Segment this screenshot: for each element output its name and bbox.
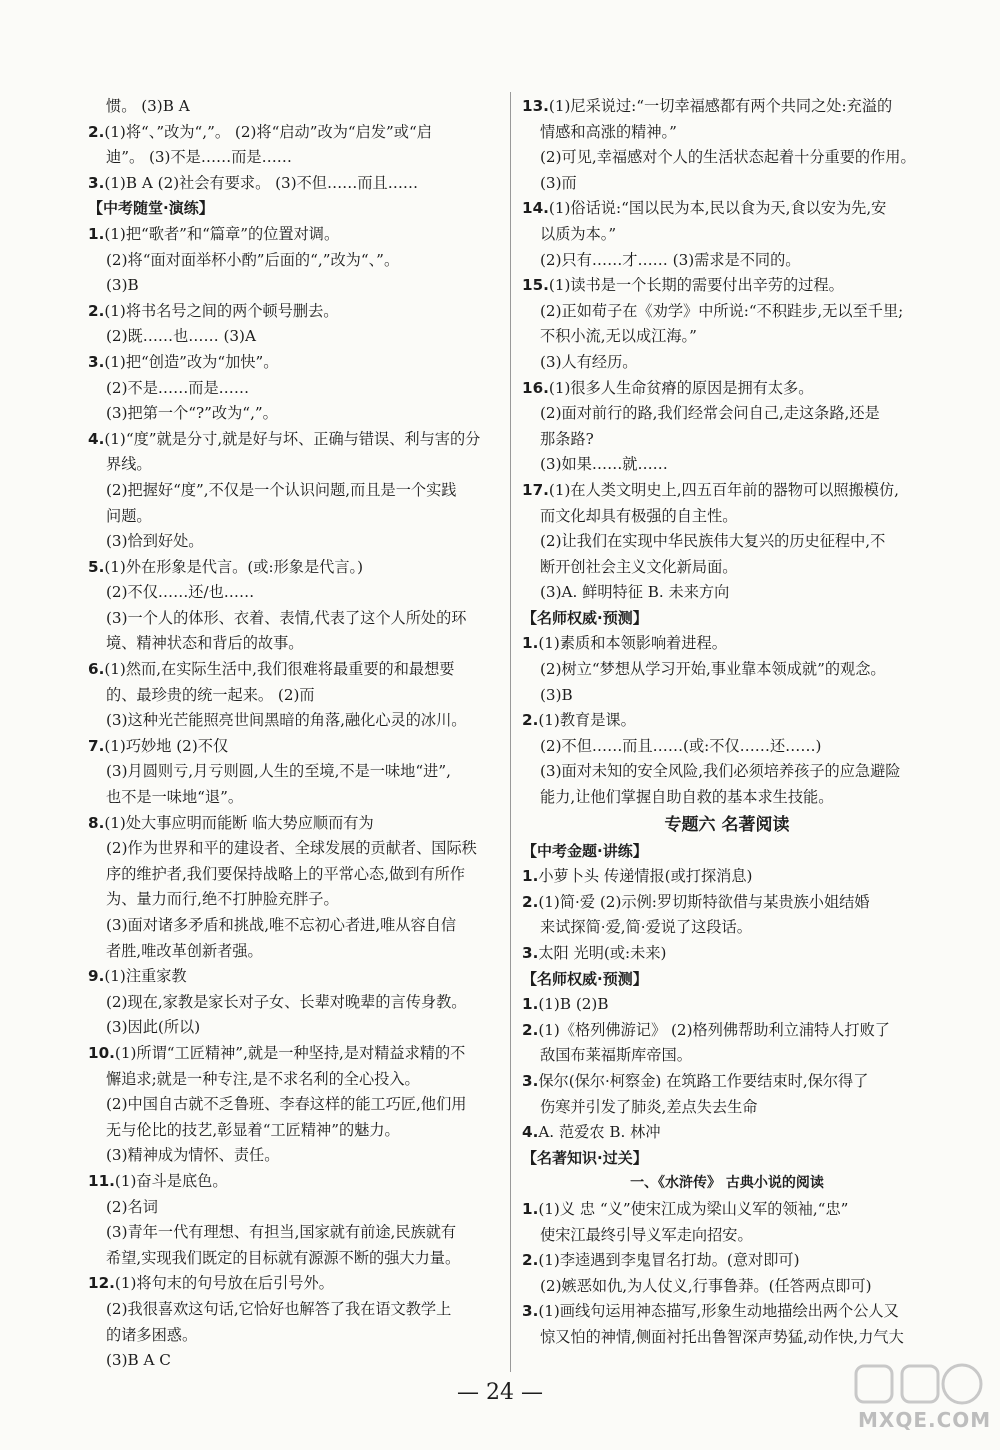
answer-text: 问题。: [106, 506, 152, 525]
answer-line: [522, 683, 932, 709]
answer-text: (3)如果……就……: [540, 455, 668, 474]
answer-item: [88, 657, 498, 683]
answer-line: [522, 452, 932, 478]
item-number: 5.: [88, 557, 105, 576]
answer-line: [522, 1043, 932, 1069]
item-number: 2.: [522, 711, 539, 730]
answer-line: [88, 631, 498, 657]
answer-text: 敌国布莱福斯库帝国。: [540, 1046, 692, 1065]
answer-text: (3)因此(所以): [106, 1018, 201, 1037]
section-title: 专题六 名著阅读: [664, 814, 790, 835]
answer-line: [522, 222, 932, 248]
answer-item: [522, 1248, 932, 1274]
section-header: 【名师权威·预测】: [522, 969, 648, 988]
answer-item: [522, 196, 932, 222]
answer-text: 而文化却具有极强的自主性。: [540, 506, 738, 525]
item-number: 12.: [88, 1274, 115, 1293]
answer-text: (2)不但……而且……(或:不仅……还……): [540, 736, 822, 755]
column-divider: [510, 92, 511, 1372]
item-number: 17.: [522, 480, 549, 499]
answer-text: 来试探简·爱,简·爱说了这段话。: [540, 918, 752, 937]
answer-text: 保尔(保尔·柯察金) 在筑路工作要结束时,保尔得了: [538, 1071, 869, 1090]
answer-item: [88, 120, 498, 146]
answer-item: [522, 1197, 932, 1223]
answer-text: (2)既……也…… (3)A: [106, 327, 256, 346]
answer-item: [522, 941, 932, 967]
answer-text: (2)中国自古就不乏鲁班、李春这样的能工巧匠,他们用: [106, 1095, 467, 1114]
answer-text: (3)A. 鲜明特征 B. 未来方向: [540, 583, 730, 602]
answer-line: [522, 248, 932, 274]
answer-text: (1)“度”就是分寸,就是好与坏、正确与错误、利与害的分: [104, 429, 481, 448]
answer-item: [88, 222, 498, 248]
answer-line: [88, 887, 498, 913]
item-number: 10.: [88, 1043, 115, 1062]
answer-text: (1)B A (2)社会有要求。 (3)不但……而且……: [104, 173, 419, 192]
answer-text: 希望,实现我们既定的目标就有源源不断的强大力量。: [106, 1248, 461, 1267]
answer-line: [88, 1092, 498, 1118]
item-number: 8.: [88, 813, 105, 832]
answer-line: [88, 1220, 498, 1246]
answer-text: (1)简·爱 (2)示例:罗切斯特欲借与某贵族小姐结婚: [538, 892, 870, 911]
answer-line: [88, 708, 498, 734]
answer-item: [88, 734, 498, 760]
answer-text: (1)把“歌者”和“篇章”的位置对调。: [104, 224, 340, 243]
watermark-icon: [850, 1362, 995, 1412]
answer-line: [522, 734, 932, 760]
answer-line: [522, 145, 932, 171]
item-number: 2.: [522, 1020, 539, 1039]
answer-text: (3)青年一代有理想、有担当,国家就有前途,民族就有: [106, 1223, 457, 1242]
answer-text: (1)将书名号之间的两个顿号删去。: [104, 301, 339, 320]
item-number: 2.: [522, 1251, 539, 1270]
answer-text: (2)嫉恶如仇,为人仗义,行事鲁莽。(任答两点即可): [540, 1276, 872, 1295]
answer-text: (2)让我们在实现中华民族伟大复兴的历史征程中,不: [540, 532, 886, 551]
item-number: 2.: [88, 122, 105, 141]
item-number: 14.: [522, 199, 549, 218]
answer-line: [88, 452, 498, 478]
answer-text: 小萝卜头 传递情报(或打探消息): [538, 867, 753, 886]
answer-text: 也不是一味地“退”。: [106, 788, 244, 807]
answer-text: 以质为本。”: [540, 224, 617, 243]
answer-item: [88, 1041, 498, 1067]
answer-line: [522, 1274, 932, 1300]
answer-text: 序的维护者,我们要保持战略上的平常心态,做到有所作: [106, 864, 465, 883]
answer-line: [88, 1118, 498, 1144]
answer-line: [88, 1297, 498, 1323]
answer-line: [88, 401, 498, 427]
watermark-logo: [850, 1362, 995, 1444]
answer-text: (1)义 忠 “义”使宋江成为梁山义军的领袖,“忠”: [538, 1199, 849, 1218]
answer-text: (1)画线句运用神态描写,形象生动地描绘出两个公人又: [538, 1302, 899, 1321]
answer-text: (1)将句末的句号放在后引号外。: [114, 1274, 334, 1293]
item-number: 13.: [522, 97, 549, 115]
answer-line: [88, 504, 498, 530]
answer-text: (3)B: [106, 276, 139, 295]
item-number: 3.: [522, 1302, 539, 1321]
answer-line: [88, 1067, 498, 1093]
answer-text: (2)不仅……还/也……: [106, 583, 255, 602]
answer-line: [88, 1246, 498, 1272]
answer-line: [522, 299, 932, 325]
answer-line: [522, 1095, 932, 1121]
answer-text: (1)素质和本领影响着进程。: [538, 634, 727, 653]
answer-line: [88, 1348, 498, 1374]
answer-text: (2)我很喜欢这句话,它恰好也解答了我在语文教学上: [106, 1299, 452, 1318]
answer-text: (2)名词: [106, 1197, 158, 1216]
answer-text: 惯。 (3)B A: [106, 97, 190, 115]
answer-text: (1)尼采说过:“一切幸福感都有两个共同之处:充溢的: [548, 97, 893, 115]
answer-line: [88, 1143, 498, 1169]
answer-line: [88, 913, 498, 939]
item-number: 1.: [522, 634, 539, 653]
answer-text: 断开创社会主义文化新局面。: [540, 557, 738, 576]
answer-text: (1)将“、”改为“,”。 (2)将“启动”改为“启发”或“启: [104, 122, 432, 141]
answer-item: [522, 1069, 932, 1095]
answer-text: (1)《格列佛游记》 (2)格列佛帮助利立浦特人打败了: [538, 1020, 890, 1039]
answer-text: (2)将“面对面举杯小酌”后面的“,”改为“、”。: [106, 250, 400, 269]
answer-text: (2)正如荀子在《劝学》中所说:“不积跬步,无以至千里;: [540, 301, 904, 320]
answer-text: A. 范爱农 B. 林冲: [538, 1123, 661, 1142]
answer-line: [522, 555, 932, 581]
answer-item: [522, 94, 932, 120]
answer-text: (2)只有……才…… (3)需求是不同的。: [540, 250, 801, 269]
answer-text: 能力,让他们掌握自助自救的基本求生技能。: [540, 788, 834, 807]
item-number: 4.: [88, 429, 105, 448]
answer-text: (2)面对前行的路,我们经常会问自己,走这条路,还是: [540, 404, 880, 423]
item-number: 11.: [88, 1171, 115, 1190]
answer-item: [88, 350, 498, 376]
answer-line: [522, 427, 932, 453]
answer-line: [522, 580, 932, 606]
answer-line: [522, 401, 932, 427]
section-header: 【中考随堂·演练】: [88, 199, 214, 218]
answer-text: (3)人有经历。: [540, 352, 638, 371]
left-column: [88, 94, 498, 1374]
answer-line: [522, 504, 932, 530]
answer-text: (1)俗话说:“国以民为本,民以食为天,食以安为先,安: [548, 199, 887, 218]
answer-text: 为、量力而行,绝不打肿脸充胖子。: [106, 890, 339, 909]
answer-text: (2)可见,幸福感对个人的生活状态起着十分重要的作用。: [540, 148, 916, 167]
answer-text: 的诸多困惑。: [106, 1325, 198, 1344]
answer-item: [88, 171, 498, 197]
answer-text: (2)把握好“度”,不仅是一个认识问题,而且是一个实践: [106, 480, 457, 499]
answer-line: [522, 529, 932, 555]
answer-line: [88, 862, 498, 888]
answer-text: (1)奋斗是底色。: [114, 1171, 228, 1190]
answer-line: [522, 915, 932, 941]
answer-text: (3)月圆则亏,月亏则圆,人生的至境,不是一味地“进”,: [106, 762, 451, 781]
answer-text: (3)精神成为情怀、责任。: [106, 1146, 280, 1165]
item-number: 1.: [522, 995, 539, 1014]
answer-text: (1)在人类文明史上,四五百年前的器物可以照搬模仿,: [548, 480, 900, 499]
answer-line: [522, 171, 932, 197]
answer-line: [88, 785, 498, 811]
answer-text: (3)面对未知的安全风险,我们必须培养孩子的应急避险: [540, 762, 901, 781]
item-number: 4.: [522, 1123, 539, 1142]
answer-item: [88, 964, 498, 990]
answer-text: (1)很多人生命贫瘠的原因是拥有太多。: [548, 378, 814, 397]
item-number: 7.: [88, 736, 105, 755]
item-number: 16.: [522, 378, 549, 397]
watermark-text: MXQE.COM: [858, 1408, 992, 1432]
answer-text: 不积小流,无以成江海。”: [540, 327, 697, 346]
answer-text: (1)注重家教: [104, 967, 187, 986]
answer-text: (3)B: [540, 685, 573, 704]
answer-item: [88, 1271, 498, 1297]
answer-text: (3)面对诸多矛盾和挑战,唯不忘初心者进,唯从容自信: [106, 916, 457, 934]
answer-line: [88, 836, 498, 862]
answer-text: (1)外在形象是代言。(或:形象是代言。): [104, 557, 364, 576]
item-number: 3.: [522, 1071, 539, 1090]
answer-line: [88, 683, 498, 709]
answer-item: [522, 273, 932, 299]
answer-line: [88, 376, 498, 402]
answer-text: (2)不是……而是……: [106, 378, 250, 397]
answer-line: [522, 785, 932, 811]
answer-line: [88, 759, 498, 785]
answer-line: [522, 120, 932, 146]
answer-line: [88, 1015, 498, 1041]
answer-item: [522, 631, 932, 657]
answer-text: 情感和高涨的精神。”: [540, 122, 677, 141]
answer-line: [88, 939, 498, 965]
answer-text: (3)把第一个“?”改为“,”。: [106, 404, 278, 423]
answer-line: [522, 1325, 932, 1351]
section-header: 【中考金题·讲练】: [522, 841, 648, 860]
answer-text: 的、最珍贵的统一起来。 (2)而: [106, 685, 315, 704]
answer-item: [522, 864, 932, 890]
answer-line: [522, 350, 932, 376]
answer-item: [522, 890, 932, 916]
answer-text: 那条路?: [540, 429, 594, 448]
answer-text: 者胜,唯改革创新者强。: [106, 941, 263, 960]
answer-text: (1)巧妙地 (2)不仅: [104, 736, 229, 755]
answer-text: (1)所谓“工匠精神”,就是一种坚持,是对精益求精的不: [114, 1043, 466, 1062]
answer-line: [88, 478, 498, 504]
answer-item: [88, 811, 498, 837]
answer-text: 无与伦比的技艺,彰显着“工匠精神”的魅力。: [106, 1120, 400, 1139]
answer-line: [522, 1223, 932, 1249]
answer-line: [88, 606, 498, 632]
answer-line: [88, 1323, 498, 1349]
answer-line: [88, 145, 498, 171]
answer-item: [522, 1018, 932, 1044]
answer-line: [88, 273, 498, 299]
answer-line: [88, 248, 498, 274]
answer-item: [522, 1299, 932, 1325]
answer-text: (1)B (2)B: [538, 995, 609, 1014]
answer-item: [88, 1169, 498, 1195]
answer-text: (3)恰到好处。: [106, 532, 204, 551]
answer-item: [522, 1120, 932, 1146]
item-number: 1.: [88, 224, 105, 243]
answer-line: [88, 324, 498, 350]
item-number: 2.: [88, 301, 105, 320]
answer-text: (1)处大事应明而能断 临大势应顺而有为: [104, 813, 374, 832]
subsection-title: 一、《水浒传》 古典小说的阅读: [630, 1175, 824, 1192]
item-number: 2.: [522, 892, 539, 911]
item-number: 1.: [522, 1199, 539, 1218]
answer-text: (3)而: [540, 173, 577, 192]
answer-text: (1)读书是一个长期的需要付出辛劳的过程。: [548, 276, 844, 295]
answer-text: (1)李逵遇到李鬼冒名打劫。(意对即可): [538, 1251, 800, 1270]
answer-text: (1)然而,在实际生活中,我们很难将最重要的和最想要: [104, 660, 455, 679]
answer-item: [522, 478, 932, 504]
page-number: — 24 —: [457, 1380, 543, 1405]
answer-text: 境、精神状态和背后的故事。: [106, 634, 304, 653]
answer-text: 迪”。 (3)不是……而是……: [106, 148, 292, 167]
right-column: [522, 94, 932, 1351]
answer-text: 使宋江最终引导义军走向招安。: [540, 1225, 753, 1244]
answer-line: [88, 990, 498, 1016]
item-number: 3.: [88, 352, 105, 371]
answer-line: [522, 657, 932, 683]
item-number: 15.: [522, 276, 549, 295]
item-number: 3.: [522, 944, 539, 962]
answer-line: [522, 759, 932, 785]
answer-item: [522, 376, 932, 402]
section-header: 【名师权威·预测】: [522, 608, 648, 627]
answer-text: (2)现在,家教是家长对子女、长辈对晚辈的言传身教。: [106, 992, 467, 1011]
item-number: 3.: [88, 173, 105, 192]
answer-line: [88, 580, 498, 606]
answer-text: 太阳 光明(或:未来): [538, 944, 667, 962]
item-number: 6.: [88, 660, 105, 679]
answer-line: [88, 1195, 498, 1221]
answer-line: [88, 529, 498, 555]
answer-text: 懈追求;就是一种专注,是不求名利的全心投入。: [106, 1069, 420, 1088]
answer-text: (1)把“创造”改为“加快”。: [104, 352, 279, 371]
answer-text: 伤寒并引发了肺炎,差点失去生命: [540, 1097, 758, 1116]
answer-text: 界线。: [106, 455, 152, 474]
answer-text: (2)树立“梦想从学习开始,事业靠本领成就”的观念。: [540, 660, 886, 679]
answer-text: (3)B A C: [106, 1351, 171, 1370]
item-number: 1.: [522, 867, 539, 886]
answer-item: [522, 992, 932, 1018]
answer-line: [522, 324, 932, 350]
answer-item: [88, 427, 498, 453]
answer-item: [522, 708, 932, 734]
answer-text: (2)作为世界和平的建设者、全球发展的贡献者、国际秩: [106, 839, 477, 858]
answer-text: (1)教育是课。: [538, 711, 636, 730]
answer-item: [88, 555, 498, 581]
answer-item: [88, 299, 498, 325]
answer-line: [88, 94, 498, 120]
item-number: 9.: [88, 967, 105, 986]
answer-text: (3)一个人的体形、衣着、表情,代表了这个人所处的环: [106, 608, 467, 627]
answer-text: 惊又怕的神情,侧面衬托出鲁智深声势猛,动作快,力气大: [540, 1327, 904, 1346]
answer-text: (3)这种光芒能照亮世间黑暗的角落,融化心灵的冰川。: [106, 711, 467, 730]
section-header: 【名著知识·过关】: [522, 1148, 648, 1167]
